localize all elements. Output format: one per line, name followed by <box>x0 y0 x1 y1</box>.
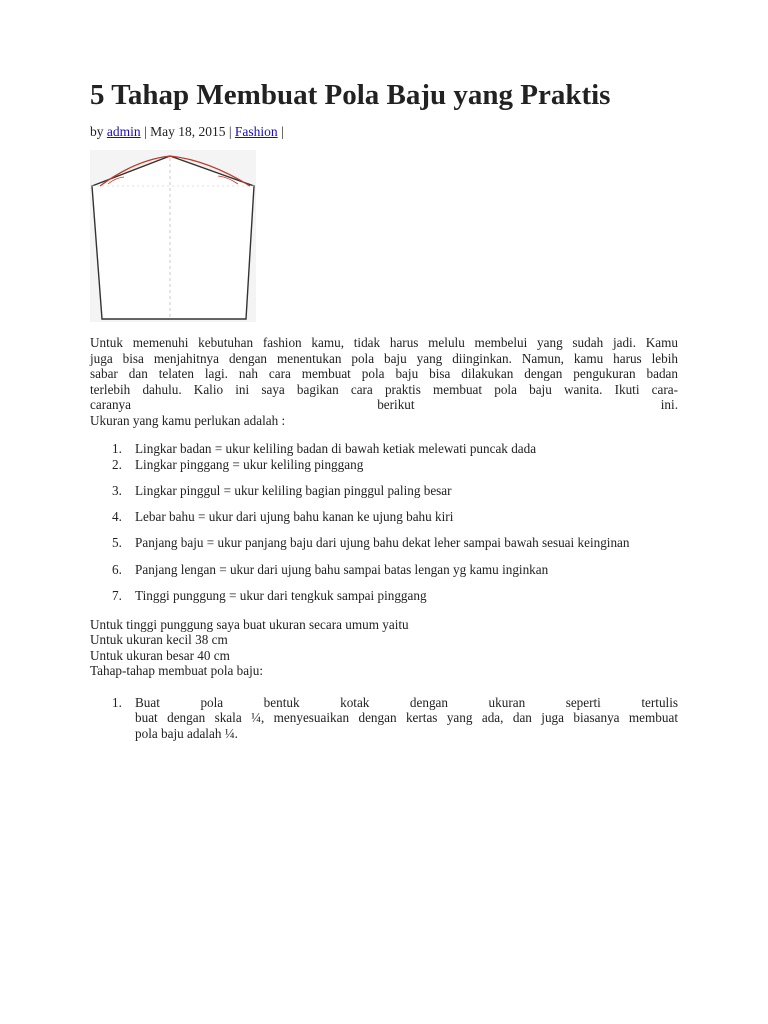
publish-date: May 18, 2015 <box>150 124 226 139</box>
intro-paragraph <box>90 335 678 413</box>
meta-separator: | <box>228 124 232 139</box>
intro-line: terlebih dahulu. Kalio ini saya bagikan cara praktis membuat pola baju wanita. Ikuti cara- <box>90 381 678 397</box>
pattern-outline <box>92 156 254 319</box>
article-body <box>90 335 678 741</box>
list-number: 7. <box>112 588 122 603</box>
article-meta <box>90 124 284 140</box>
list-item <box>90 588 678 604</box>
measure-intro: Ukuran yang kamu perlukan adalah : <box>90 412 286 428</box>
list-item <box>90 509 678 525</box>
intro-line: Untuk memenuhi kebutuhan fashion kamu, tidak harus melulu membelui yang sudah jadi. Kamu <box>90 335 678 350</box>
step-line: buat dengan skala ¼, menyesuaikan dengan kertas yang ada, dan juga biasanya membuat <box>135 710 678 725</box>
page-title: 5 Tahap Membuat Pola Baju yang Praktis <box>90 79 611 111</box>
list-text: Lebar bahu = ukur dari ujung bahu kanan ke ujung bahu kiri <box>135 508 454 524</box>
list-text: Panjang baju = ukur panjang baju dari ujung bahu dekat leher sampai bawah sesuai keinginan <box>135 535 630 550</box>
list-item <box>90 535 678 551</box>
measurement-list <box>90 441 678 604</box>
list-item <box>90 441 678 457</box>
list-text: Lingkar pinggang = ukur keliling pinggang <box>135 456 364 472</box>
pattern-illustration <box>90 150 256 322</box>
list-item <box>90 562 678 578</box>
steps-list <box>90 695 678 742</box>
meta-separator: | <box>281 124 284 139</box>
intro-line: sabar dan telaten lagi. nah cara membuat pola baju bisa dilakukan dengan pengukuran badan <box>90 366 678 381</box>
intro-line: juga bisa menjahitnya dengan menentukan pola baju yang diinginkan. Namun, kamu harus lebih <box>90 350 678 366</box>
list-item <box>90 695 678 742</box>
list-text: Panjang lengan = ukur dari ujung bahu sampai batas lengan yg kamu inginkan <box>135 561 549 577</box>
list-text: Lingkar pinggul = ukur keliling bagian pinggul paling besar <box>135 483 452 498</box>
list-number: 2. <box>112 456 122 472</box>
step-line: pola baju adalah ¼. <box>135 725 238 741</box>
list-number: 1. <box>112 441 122 456</box>
list-item <box>90 483 678 499</box>
list-number: 3. <box>112 483 122 498</box>
list-item <box>90 457 678 473</box>
text-line: Untuk tinggi punggung saya buat ukuran secara umum yaitu <box>90 616 409 632</box>
list-number: 6. <box>112 561 122 577</box>
list-number: 1. <box>112 694 122 710</box>
meta-by: by <box>90 124 104 139</box>
list-text: Tinggi punggung = ukur dari tengkuk sampai pinggang <box>135 588 427 603</box>
category-link[interactable]: Fashion <box>234 124 278 139</box>
text-line: Tahap-tahap membuat pola baju: <box>90 663 264 678</box>
author-link[interactable]: admin <box>106 124 141 139</box>
meta-separator: | <box>144 124 147 139</box>
step-line: Buat pola bentuk kotak dengan ukuran seperti tertulis <box>135 694 678 710</box>
list-number: 5. <box>112 535 122 550</box>
text-line: Untuk ukuran besar 40 cm <box>90 647 230 663</box>
intro-line: caranya berikut ini. <box>90 397 678 412</box>
list-text: Lingkar badan = ukur keliling badan di bawah ketiak melewati puncak dada <box>135 441 537 456</box>
back-height-block <box>90 617 678 679</box>
text-line: Untuk ukuran kecil 38 cm <box>90 632 228 647</box>
list-number: 4. <box>112 508 122 524</box>
